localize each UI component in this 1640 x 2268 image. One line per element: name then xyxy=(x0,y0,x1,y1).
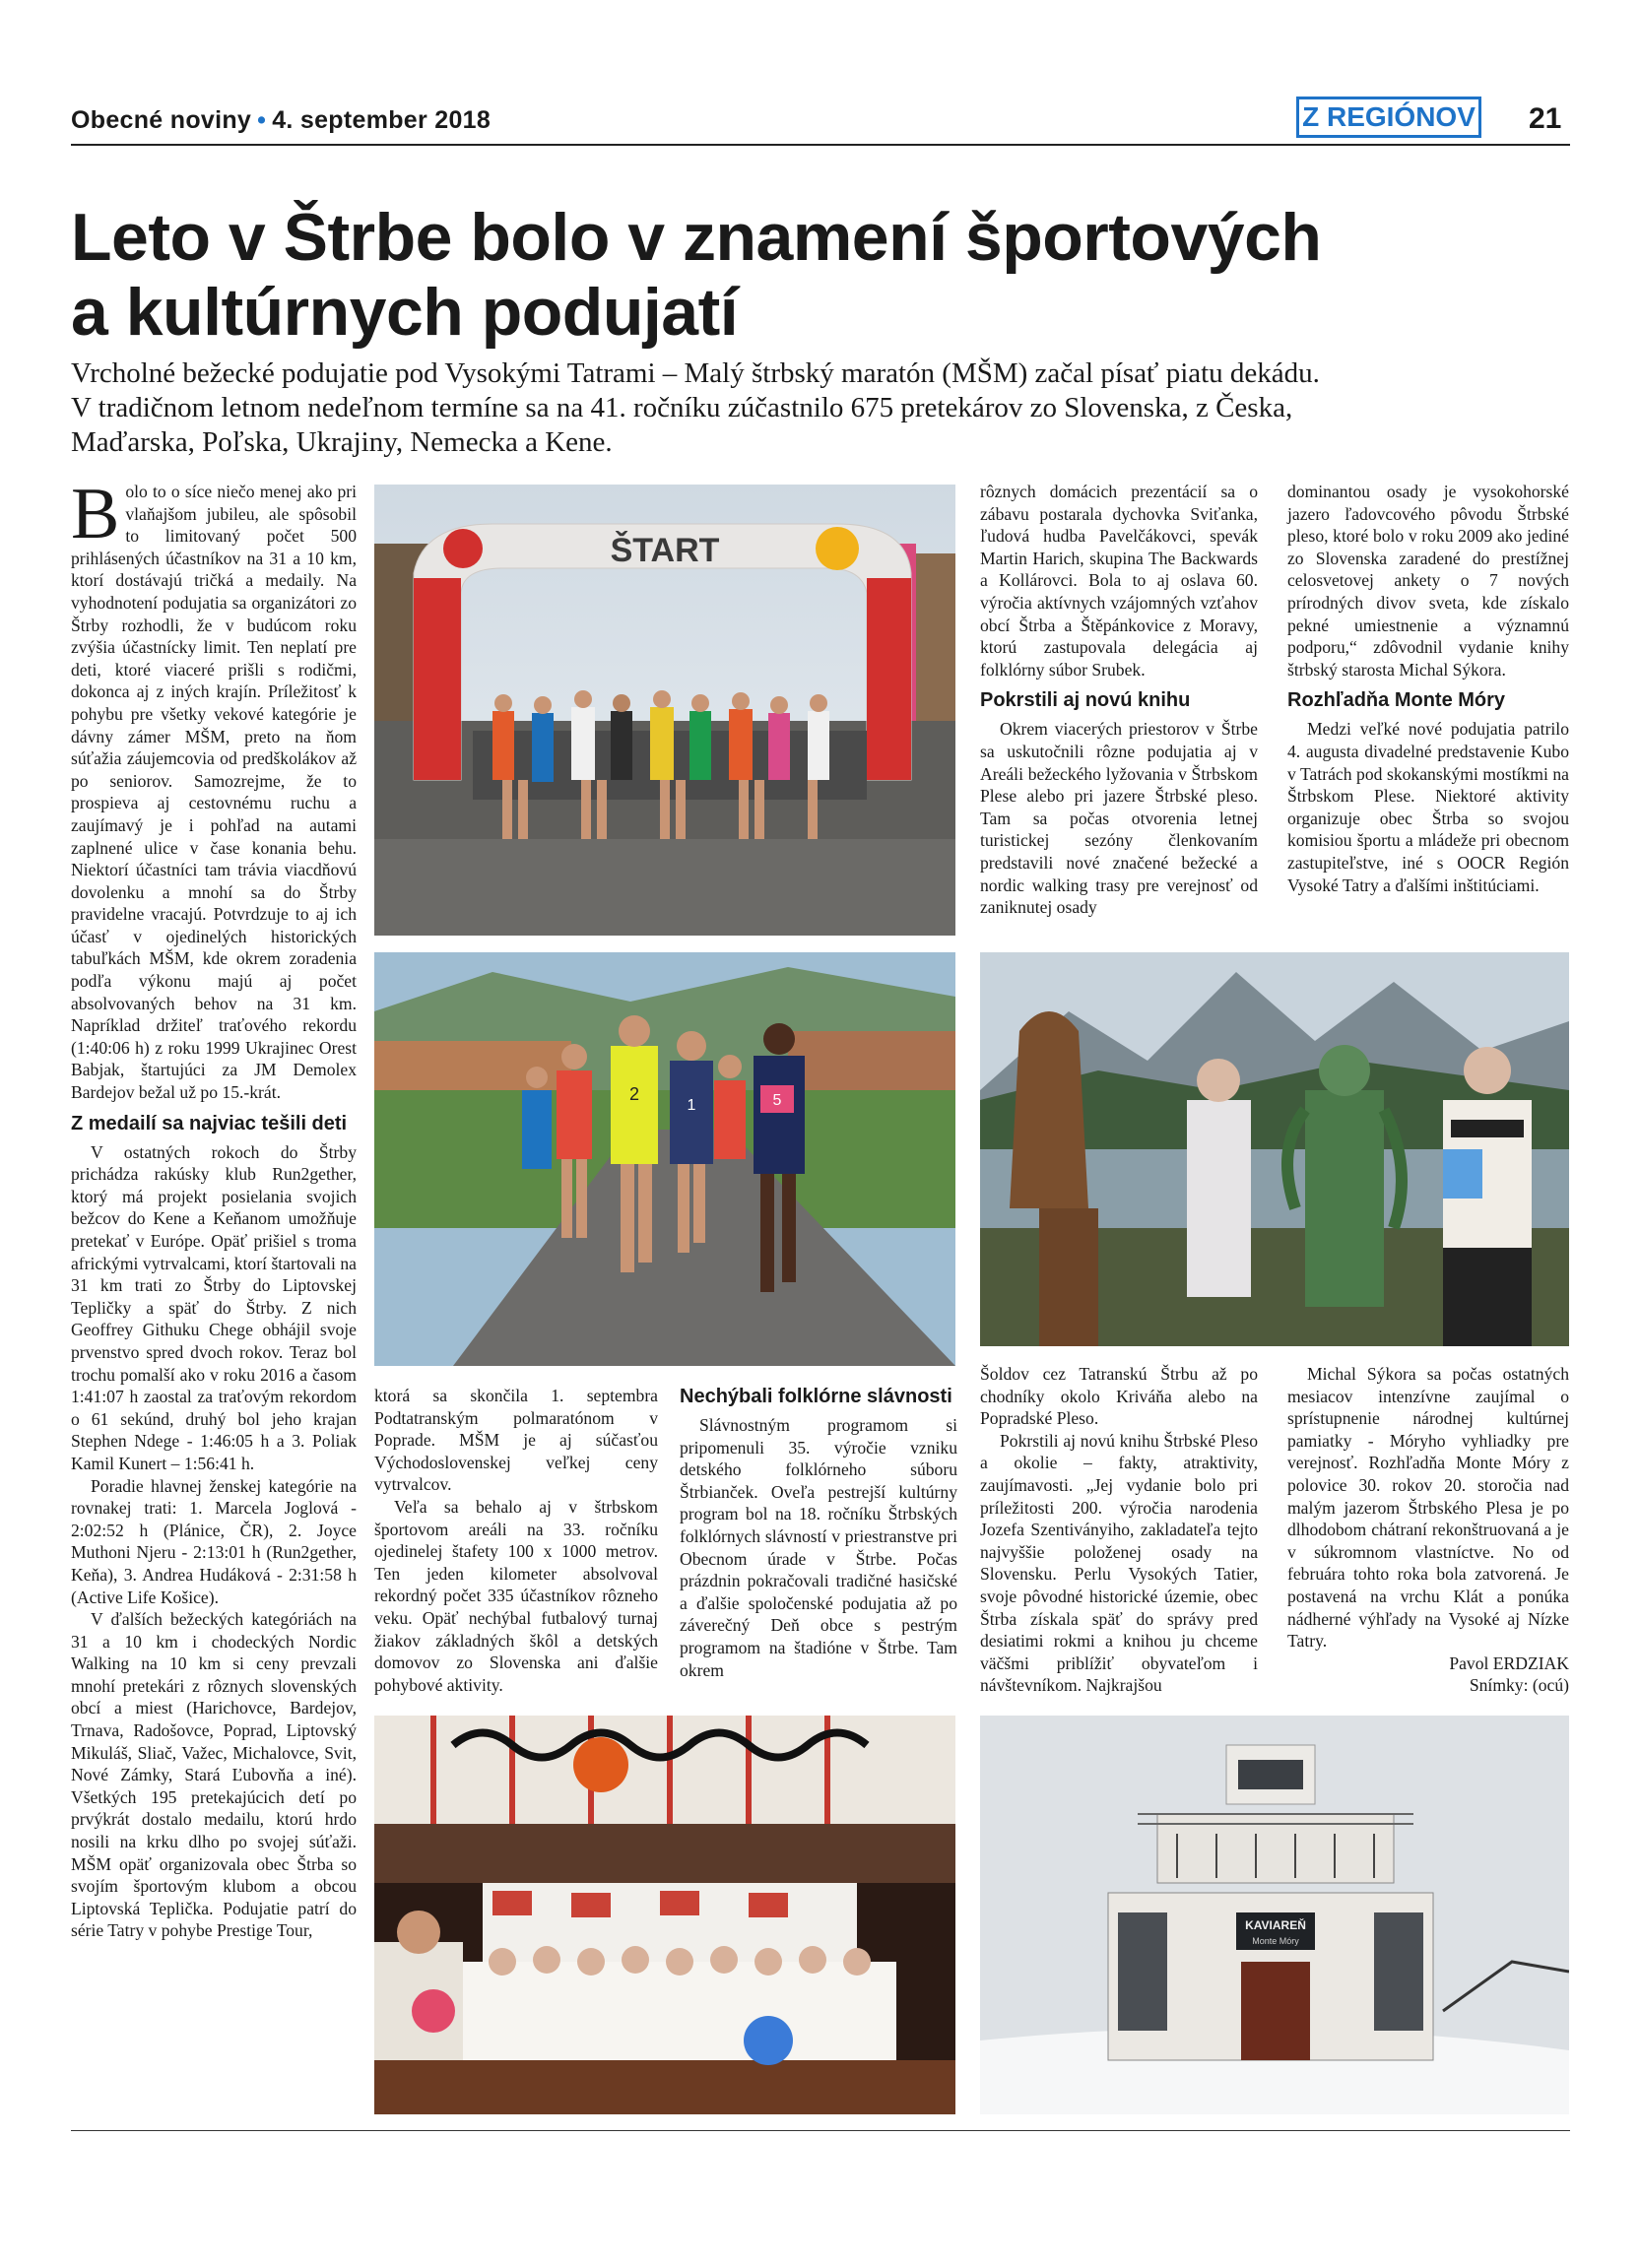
photo-runners xyxy=(374,952,955,1366)
photo-credit: Snímky: (ocú) xyxy=(1469,1675,1569,1696)
bib-number: 2 xyxy=(628,1084,640,1104)
photo-marathon-start xyxy=(374,485,955,936)
body-paragraph: ktorá sa skončila 1. septembra Podtatranským polmaratónom v Poprade. MŠM je aj súčasťou Východoslovenskej veľkej ceny vytrvalcov. xyxy=(374,1386,658,1495)
body-paragraph: Šoldov cez Tatranskú Štrbu až po chodníky okolo Kriváňa alebo na Popradské Pleso. xyxy=(980,1364,1258,1429)
drop-cap: B xyxy=(71,474,120,554)
article-column-1 xyxy=(71,474,357,1942)
body-paragraph: Poradie hlavnej ženskej kategórie na rovnakej trati: 1. Marcela Joglová - 2:02:52 h (Plánice, ČR), 2. Joyce Muthoni Njeru - 2:13:01 h (Run2gether, Keňa), 3. Andrea Hudáková - 2:31:58 h (Active Life Košice). xyxy=(71,1475,357,1607)
section-tag: Z REGIÓNOV xyxy=(1296,97,1481,138)
author-byline: Pavol ERDZIAK xyxy=(1449,1652,1569,1673)
body-paragraph: Slávnostným programom si pripomenuli 35. výročie vzniku detského folklórneho súboru Štrbianček. Oveľa pestrejší kultúrny program bol na 18. ročníku Štrbských folklórnych slávností v priestranstve pri Obecnom úrade v Štrbe. Počas prázdnin pokračovali tradičné hasičské a ďalšie spoločenské podujatia až po záverečný Deň obce s pestrým programom na štadióne v Štrbe. Tam okrem xyxy=(680,1415,957,1680)
body-paragraph: Pokrstili aj novú knihu Štrbské Pleso a okolie – fakty, atraktivity, zaujímavosti. „Jej vydanie bolo pri príležitosti 200. výročia narodenia Jozefa Szentiványiho, zakladateľa tejto najvyššie položenej osady na Slovensku. Perlu Vysokých Tatier, svoje pôvodné historické územie, obec Štrba získala späť do správy pred desiatimi rokmi a knihou ju chceme väčšmi priblížiť obyvateľom i návštevníkom. Najkrajšou xyxy=(980,1430,1258,1696)
photo-folklore-children xyxy=(374,1716,955,2114)
lead-paragraph xyxy=(71,356,1479,460)
bib-number: 1 xyxy=(687,1097,696,1114)
bib-number: 5 xyxy=(772,1092,782,1109)
headline-line-2: a kultúrnych podujatí xyxy=(71,275,739,350)
body-paragraph: dominantou osady je vysokohorské jazero ľadovcového pôvodu Štrbské pleso, ktoré bolo v roku 2009 ako jediné zo Slovenska zaradené do prestížnej celosvetovej ankety o 7 nových prírodných divov sveta, kde získalo pekné umiestnenie a významnú podporu,“ zdôvodnil vydanie knihy štrbský starosta Michal Sýkora. xyxy=(1287,482,1569,680)
body-paragraph: Medzi veľké nové podujatia patrilo 4. augusta divadelné predstavenie Kubo v Tatrách pod skokanskými mostíkmi na Štrbskom Plese. Niektoré aktivity organizuje obec Štrba so svojou komisiou športu a mládeže pri obecnom zastupiteľstve, iné s OOCR Región Vysoké Tatry a ďalšími inštitúciami. xyxy=(1287,719,1569,895)
body-paragraph: Okrem viacerých priestorov v Štrbe sa uskutočnili rôzne podujatia aj v Areáli bežeckého lyžovania v Štrbskom Plese alebo pri jazere Štrbské pleso. Tam sa počas otvorenia letnej turistickej sezóny členkovaním predstavili nové značené bežecké a nordic walking trasy pre verejnosť od zaniknutej osady xyxy=(980,719,1258,918)
lead-line-1: Vrcholné bežecké podujatie pod Vysokými Tatrami – Malý štrbský maratón (MŠM) začal písať piatu dekádu. xyxy=(71,357,1320,389)
article-column-2 xyxy=(374,1385,658,1696)
body-paragraph: Bolo to o síce niečo menej ako pri vlaňajšom jubileu, ale spôsobil to limitovaný počet 500 prihlásených účastníkov na 31 a 10 km, ktorí dostávajú tričká a medaily. Na vyhodnotení podujatia sa organizátori zo Štrby rozhodli, že v budúcom roku zvýšia účastnícky limit. Ten neplatí pre deti, ktoré viaceré prišli s rodičmi, dokonca aj z iných krajín. Príležitosť k pohybu pre všetky vekové kategórie je dávny zámer MŠM, preto na ňom súťažia záujemcovia od predškolákov až po seniorov. Samozrejme, že to prospieva aj cestovnému ruchu a zaujímavý je i pohľad na autami zaplnené ulice v čase konania behu. Niektorí účastníci tam trávia viacdňovú dovolenku a mnohí sa do Štrby pravidelne vracajú. Potvrdzuje to aj ich účasť v ojedinelých historických tabuľkách MŠM, kde okrem zoradenia podľa výkonu majú aj počet absolvovaných behov na 31 km. Napríklad držiteľ traťového rekordu (1:40:06 h) z roku 1999 Ukrajinec Orest Babjak, štartujúci za JM Demolex Bardejov bežal už po 15.-krát. xyxy=(71,474,357,1103)
lead-line-3: Maďarska, Poľska, Ukrajiny, Nemecka a Kene. xyxy=(71,426,613,458)
body-paragraph: Michal Sýkora sa počas ostatných mesiacov intenzívne zaujímal o sprístupnenie národnej kultúrnej pamiatky - Móryho vyhliadky pre verejnosť. Rozhľadňa Monte Móry z polovice 30. rokov 20. storočia nad malým jazerom Štrbského Plesa je po dlhodobom chátraní rekonštruovaná a je v súkromnom vlastníctve. No od februára tohto roka bola zatvorená. Je postavená na vrchu Klát a ponúka nádherné výhľady na Vysoké aj Nízke Tatry. xyxy=(1287,1364,1569,1652)
separator-dot: • xyxy=(257,106,267,134)
body-paragraph: V ďalších bežeckých kategóriách na 31 a 10 km i chodeckých Nordic Walking na 10 km si ceny prevzali mnohí pretekári z rôznych slovenských obcí a miest (Harichovce, Bardejov, Trnava, Radošovce, Poprad, Liptovský Mikuláš, Sliač, Važec, Michalovce, Svit, Nové Zámky, Stará Ľubovňa a iné). Všetkých 195 pretekajúcich detí po prvýkrát dostalo medailu, ktorú hrdo nosili na krku dlho po svojej súťaži. MŠM opäť organizovala obec Štrba so svojím športovým klubom a obcou Liptovská Teplička. Podujatie patrí do série Tatry v pohybe Prestige Tour, xyxy=(71,1609,357,1941)
publication-name: Obecné noviny xyxy=(71,106,252,134)
article-column-3 xyxy=(680,1385,957,1681)
subheading-medals: Z medailí sa najviac tešili deti xyxy=(71,1112,348,1134)
headline-line-1: Leto v Štrbe bolo v znamení športových xyxy=(71,200,1322,275)
headline xyxy=(71,200,1568,350)
lead-line-2: V tradičnom letnom nedeľnom termíne sa na 41. ročníku zúčastnilo 675 pretekárov zo Slovenska, z Česka, xyxy=(71,392,1293,423)
body-paragraph: rôznych domácich prezentácií sa o zábavu postarala dychovka Sviťanka, ľudová hudba Pavelčákovci, spevák Martin Harich, skupina The Backwards a Kollárovci. Bola to aj oslava 60. výročia aktívnych vzájomných vzťahov obcí Štrba a Štěpánkovice z Moravy, ktorú zastupovala delegácia aj folklórny súbor Srubek. xyxy=(980,482,1258,680)
photo-strbske-pleso-ceremony xyxy=(980,952,1569,1346)
header-rule xyxy=(71,144,1570,146)
start-banner-text: ŠTART xyxy=(610,532,720,569)
footer-rule xyxy=(71,2130,1570,2131)
subheading-book: Pokrstili aj novú knihu xyxy=(980,689,1191,712)
kiosk-sign-title: KAVIAREŇ xyxy=(1245,1918,1306,1932)
article-column-4-continued xyxy=(980,1363,1258,1697)
photo-monte-mory-tower xyxy=(980,1716,1569,2114)
subheading-folklore: Nechýbali folklórne slávnosti xyxy=(680,1386,952,1407)
article-column-4 xyxy=(980,481,1258,919)
body-paragraph: Veľa sa behalo aj v štrbskom športovom areáli na 33. ročníku ojedinelej štafety 100 x 1000 metrov. Ten jeden kilometer absolvoval rekordný počet 335 účastníkov rôzneho veku. Opäť nechýbal futbalový turnaj žiakov základných škôl a detských domovov zo Slovenska ani ďalšie pohybové aktivity. xyxy=(374,1496,658,1695)
article-column-5-continued xyxy=(1287,1363,1569,1697)
issue-date: 4. september 2018 xyxy=(272,106,492,134)
kiosk-sign-subtitle: Monte Móry xyxy=(1252,1936,1299,1946)
article-column-5 xyxy=(1287,481,1569,896)
publication-header xyxy=(71,106,491,135)
page-number: 21 xyxy=(1529,102,1562,135)
subheading-monte-mory: Rozhľadňa Monte Móry xyxy=(1287,689,1506,712)
body-paragraph: V ostatných rokoch do Štrby prichádza rakúsky klub Run2gether, ktorý má projekt posielania svojich bežcov do Kene a Keňanom umožňuje pretekať v Európe. Opäť prišiel s troma africkými vytrvalcami, ktorí štartovali na 31 km trati zo Štrby do Liptovskej Tepličky a späť do Štrby. Z nich Geoffrey Githuku Chege obhájil svoje prvenstvo spred dvoch rokov. Teraz bol trochu pomalší ako v roku 2016 a časom 1:41:07 h zaostal za traťovým rekordom o 61 sekúnd, druhý bol jeho krajan Stephen Ndege - 1:46:05 h a 3. Poliak Kamil Kunert – 1:56:41 h. xyxy=(71,1141,357,1473)
